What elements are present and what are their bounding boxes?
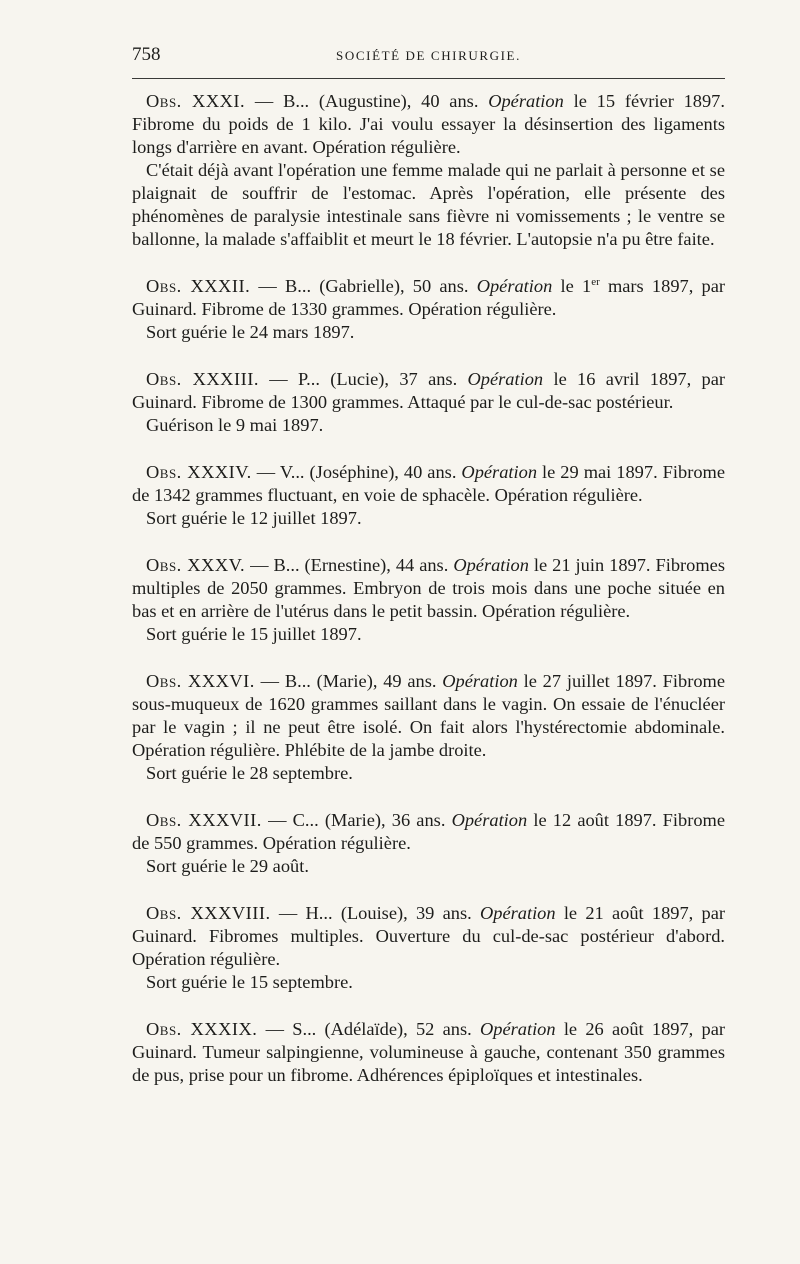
observation-details: le 27 juillet 1897. Fibrome sous-muqueux de 1620 grammes saillant dans le vagin. On essaie de l'énucléer par le vagin ; il ne peut être isolé. On fait alors l'hystérectomie abdominale. Opération régulière. Phlébite de la jambe droite. (132, 671, 725, 760)
observation-label: Obs. XXXV. (146, 555, 246, 575)
patient-name: — B... (Augustine), 40 ans. (245, 91, 489, 111)
observation-lead-paragraph (132, 275, 725, 321)
observation-lead-paragraph (132, 809, 725, 855)
ordinal-superscript: er (591, 275, 600, 288)
observation-lead-paragraph (132, 670, 725, 762)
patient-name: — B... (Ernestine), 44 ans. (245, 555, 454, 575)
observation-details: le 21 août 1897, par Guinard. Fibromes multiples. Ouverture du cul-de-sac postérieur d'abord. Opération régulière. (132, 903, 725, 969)
observation-label: Obs. XXXIV. (146, 462, 252, 482)
observation-details: le 21 juin 1897. Fibromes multiples de 2050 grammes. Embryon de trois mois dans une poche située en bas et en arrière de l'utérus dans le petit bassin. Opération régulière. (132, 555, 725, 621)
observation-outcome: Guérison le 9 mai 1897. (146, 415, 324, 435)
observation-outcome: Sort guérie le 24 mars 1897. (146, 322, 355, 342)
observation-details: mars 1897, par Guinard. Fibrome de 1330 grammes. Opération régulière. (132, 276, 725, 319)
operation-word: Opération (442, 671, 518, 691)
operation-word: Opération (453, 555, 529, 575)
patient-name: — B... (Gabrielle), 50 ans. (250, 276, 477, 296)
observation-details: le 29 mai 1897. Fibrome de 1342 grammes fluctuant, en voie de sphacèle. Opération régulière. (132, 462, 725, 505)
observation-outcome: Sort guérie le 15 septembre. (146, 972, 353, 992)
observation-label: Obs. XXXIX. (146, 1019, 258, 1039)
patient-name: — V... (Joséphine), 40 ans. (251, 462, 462, 482)
patient-name: — H... (Louise), 39 ans. (270, 903, 480, 923)
observation-entry (132, 275, 725, 344)
observation-lead-paragraph (132, 90, 725, 159)
observation-label: Obs. XXXIII. (146, 369, 259, 389)
observation-entry (132, 902, 725, 994)
operation-word: Opération (476, 276, 553, 296)
observation-label: Obs. XXXVI. (146, 671, 255, 691)
observation-label: Obs. XXXVII. (146, 810, 262, 830)
observations-text (132, 90, 725, 1111)
observation-lead-paragraph (132, 368, 725, 414)
observation-outcome: Sort guérie le 12 juillet 1897. (146, 508, 362, 528)
patient-name: — S... (Adélaïde), 52 ans. (257, 1019, 480, 1039)
running-title: SOCIÉTÉ DE CHIRURGIE. (336, 48, 521, 63)
operation-word: Opération (479, 903, 556, 923)
observation-entry (132, 670, 725, 785)
page-number: 758 (132, 44, 161, 65)
patient-name: — C... (Marie), 36 ans. (261, 810, 452, 830)
observation-outcome: Sort guérie le 29 août. (146, 856, 309, 876)
operation-word: Opération (488, 91, 564, 111)
observation-lead-paragraph (132, 1018, 725, 1087)
observation-outcome: Sort guérie le 15 juillet 1897. (146, 624, 362, 644)
observation-outcome: C'était déjà avant l'opération une femme malade qui ne parlait à personne et se plaignait de souffrir de l'estomac. Après l'opération, elle présente des phénomènes de paralysie intestinale sans fièvre ni vomissements ; le ventre se ballonne, la malade s'affaiblit et meurt le 18 février. L'autopsie n'a pu être faite. (132, 160, 725, 249)
observation-lead-paragraph (132, 461, 725, 507)
operation-word: Opération (461, 462, 538, 482)
observation-details: le 16 avril 1897, par Guinard. Fibrome de 1300 grammes. Attaqué par le cul-de-sac postérieur. (132, 369, 726, 412)
observation-entry (132, 554, 725, 646)
observation-lead-paragraph (132, 554, 725, 623)
observation-entry (132, 1018, 725, 1087)
observation-lead-paragraph (132, 902, 725, 971)
date-prefix: le 1 (552, 276, 592, 296)
operation-word: Opération (467, 369, 544, 389)
operation-word: Opération (479, 1019, 556, 1039)
page-header (132, 44, 725, 74)
observation-details: le 12 août 1897. Fibrome de 550 grammes. Opération régulière. (132, 810, 725, 853)
observation-label: Obs. XXXII. (146, 276, 251, 296)
observation-label: Obs. XXXI. (146, 91, 246, 111)
observation-outcome: Sort guérie le 28 septembre. (146, 763, 353, 783)
observation-details: le 15 février 1897. Fibrome du poids de 1 kilo. J'ai voulu essayer la désinsertion des ligaments longs d'arrière en avant. Opération régulière. (132, 91, 725, 157)
header-rule (132, 78, 725, 79)
observation-entry (132, 90, 725, 251)
operation-word: Opération (451, 810, 528, 830)
patient-name: — P... (Lucie), 37 ans. (258, 369, 468, 389)
patient-name: — B... (Marie), 49 ans. (254, 671, 443, 691)
observation-entry (132, 809, 725, 878)
observation-entry (132, 461, 725, 530)
observation-label: Obs. XXXVIII. (146, 903, 271, 923)
observation-entry (132, 368, 725, 437)
observation-details: le 26 août 1897, par Guinard. Tumeur salpingienne, volumineuse à gauche, contenant 350 grammes de pus, prise pour un fibrome. Adhérences épiploïques et intestinales. (132, 1019, 725, 1085)
